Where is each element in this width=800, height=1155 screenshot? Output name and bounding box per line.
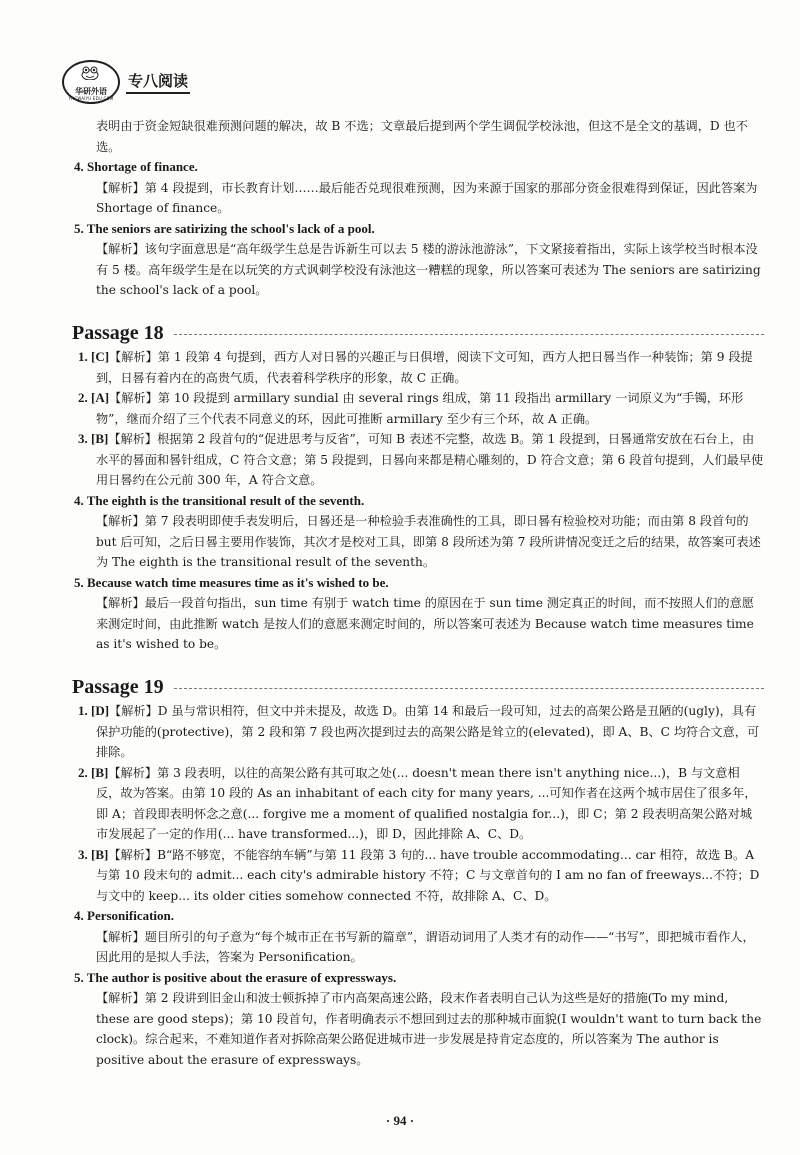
p18-q3: 3. [B]【解析】根据第 2 段首句的“促进思考与反省”，可知 B 表述不完整，故选 B。第 1 段提到，日晷通常安放在石台上，由水平的晷面和晷针组成，C 符合文意；第 5 段提到，日晷向来都是精心雕刻的，D 符合文意；第 6 段首句提到，人们最早使用日晷约在公元前 300 年，A 符合文意。 [78,431,764,487]
analysis-tag: 【解析】 [96,180,145,195]
analysis-tag: 【解析】 [96,514,145,528]
passage-19-heading [72,677,764,698]
p18-q5-explanation: 【解析】最后一段首句指出，sun time 有别于 watch time 的原因在于 sun time 测定真正的时间，而不按照人们的意愿来测定时间，由此推断 watch 是按人们的意愿来测定时间的，所以答案可表述为 Because watch time measures time as it's wished to be。 [96,596,754,651]
p18-q2: 2. [A]【解析】第 10 段提到 armillary sundial 由 several rings 组成，第 11 段指出 armillary 一词原义为“手镯，环形物”，继而介绍了三个代表不同意义的环，因此可推断 armillary 至少有三个环，故 A 正确。 [78,390,744,426]
p18-q5-answer: 5. Because watch time measures time as it's wished to be. [74,574,389,590]
analysis-tag: 【解析】 [96,242,145,256]
p19-q2: 2. [B]【解析】第 3 段表明，以往的高架公路有其可取之处(... doesn't mean there isn't anything nice...)，B 与文意相反，故为答案。由第 10 段的 As an inhabitant of each city for many years, ...可知作者在这两个城市居住了很多年，即 A；首段即表明怀念之意(... forgive me a moment of qualified nostalgia for...)，即 C；第 2 段表明高架公路对城市发展起了一定的作用(... have transformed...)，即 D，因此排除 A、C、D。 [78,764,757,841]
dashed-rule [174,688,764,689]
analysis-tag: 【解析】 [108,765,158,780]
passage-18-heading [72,323,764,344]
prev-q4-answer: 4. Shortage of finance. [74,159,198,174]
dashed-rule [174,334,764,335]
p19-q5-explanation: 【解析】第 2 段讲到旧金山和波士顿拆掉了市内高架高速公路，段末作者表明自己认为这些是好的措施(To my mind, these are good steps)；第 10 段首句，作者明确表示不想回到过去的那种城市面貌(I wouldn't want to turn back the clock)。综合起来，不难知道作者对拆除高架公路促进城市进一步发展是持肯定态度的，所以答案为 The author is positive about the erasure of expressways。 [96,991,762,1067]
logo-chinese-text: 华研外语 [75,87,107,96]
analysis-tag: 【解析】 [96,991,145,1005]
p18-q1: 1. [C]【解析】第 1 段第 4 句提到，西方人对日晷的兴趣正与日俱增，阅读下文可知，西方人把日晷当作一种装饰；第 9 段提到，日晷有着内在的高贵气质，代表着科学秩序的形象，故 C 正确。 [78,349,753,385]
analysis-tag: 【解析】 [96,929,145,944]
analysis-tag: 【解析】 [108,847,158,862]
prev-q5-answer: 5. The seniors are satirizing the school's lack of a pool. [74,220,375,236]
logo-english-text: YHCWAIYU EDU.COM [68,96,114,101]
p18-q4-answer: 4. The eighth is the transitional result of the seventh. [74,492,365,508]
analysis-tag: 【解析】 [108,432,158,446]
p19-q4-explanation: 【解析】题目所引的句子意为“每个城市正在书写新的篇章”，谓语动词用了人类才有的动作——“书写”，即把城市看作人，因此用的是拟人手法，答案为 Personification。 [96,929,755,964]
analysis-tag: 【解析】 [96,596,145,610]
p19-q5-answer: 5. The author is positive about the erasure of expressways. [74,969,397,985]
page-header [62,62,190,102]
p19-q4-answer: 4. Personification. [74,908,175,923]
p19-q3: 3. [B]【解析】B“路不够宽，不能容纳车辆”与第 11 段第 3 句的... have trouble accommodating... car 相符，故选 B。A 与第 10 段末句的 admit... each city's admirable history 不符；C 与文章首句的 I am no fan of freeways...不符；D 与文中的 keep... its older cities somehow connected 不符，故排除 A、C、D。 [78,846,760,903]
prev-q4-explanation: 【解析】第 4 段提到，市长教育计划……最后能否兑现很难预测，因为来源于国家的那部分资金很难得到保证，因此答案为 Shortage of finance。 [96,180,758,215]
analysis-tag: 【解析】 [109,350,158,364]
frog-mascot-icon [80,66,100,80]
answer-content [74,116,764,1070]
p19-q1: 1. [D]【解析】D 虽与常识相符，但文中并未提及，故选 D。由第 14 和最后一段可知，过去的高架公路是丑陋的(ugly)，具有保护功能的(protective)，第 2 段和第 7 段也两次提到过去的高架公路是耸立的(elevated)，即 A、B、C 均符合文意，可排除。 [78,703,760,759]
passage-title: Passage 18 [72,321,164,344]
publisher-logo [62,60,120,104]
section-label: 专八阅读 [126,70,190,94]
passage-title: Passage 19 [72,675,164,698]
prev-continuation: 表明由于资金短缺很难预测问题的解决，故 B 不选；文章最后提到两个学生调侃学校泳池，但这不是全文的基调，D 也不选。 [96,119,748,154]
p18-q4-explanation: 【解析】第 7 段表明即使手表发明后，日晷还是一种检验手表准确性的工具，即日晷有检验校对功能；而由第 8 段首句的 but 后可知，之后日晷主要用作装饰，其次才是校对工具，即第 8 段所述为第 7 段所讲情况变迁之后的结果，故答案可表述为 The eighth is the transitional result of the seventh。 [96,514,761,569]
page-number: · 94 · [385,1113,415,1128]
analysis-tag: 【解析】 [109,704,158,718]
prev-q5-explanation: 【解析】该句字面意思是“高年级学生总是告诉新生可以去 5 楼的游泳池游泳”，下文紧接着指出，实际上该学校当时根本没有 5 楼。高年级学生是在以玩笑的方式讽刺学校没有泳池这一糟糕的现象，所以答案可表述为 The seniors are satirizing the school's lack of a pool。 [96,242,761,297]
analysis-tag: 【解析】 [109,391,158,405]
